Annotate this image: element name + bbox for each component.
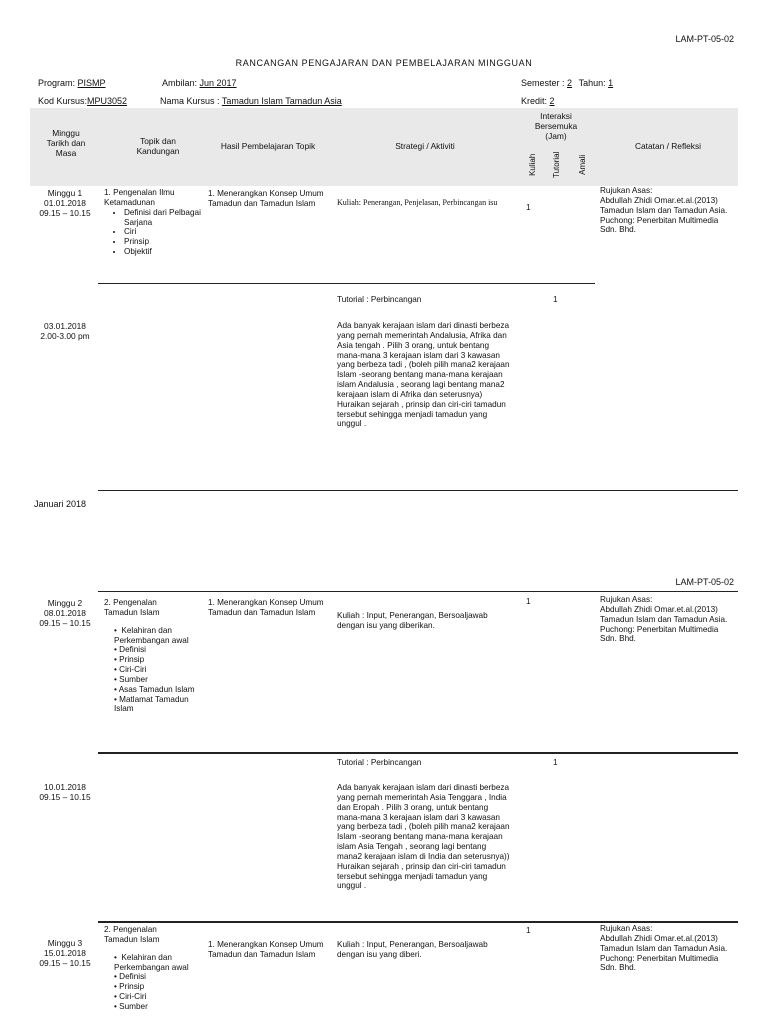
ambilan-label: Ambilan: xyxy=(162,78,198,88)
kod-value: MPU3052 xyxy=(87,96,128,106)
week3-kuliah-hours: 1 xyxy=(526,926,531,935)
nama-row xyxy=(160,96,342,107)
week2-topic-title: 2. Pengenalan Tamadun Islam xyxy=(104,598,160,617)
list-item: • Ciri xyxy=(124,227,204,237)
divider xyxy=(98,283,595,284)
list-item: • Sumber xyxy=(114,674,148,684)
week3-note: Rujukan Asas: Abdullah Zhidi Omar.et.al.(2013) Tamadun Islam dan Tamadun Asia. Puchong: Penerbitan Multimedia Sdn. Bhd. xyxy=(600,924,728,973)
week1-tutorial-date: 03.01.2018 2.00-3.00 pm xyxy=(40,321,90,342)
semester-label: Semester : xyxy=(521,78,565,88)
week2-topic-list xyxy=(104,626,204,715)
week1-tutorial-hours: 1 xyxy=(553,295,558,304)
semester-value: 2 xyxy=(567,78,573,88)
header-interaksi: Interaksi Bersemuka (Jam) xyxy=(534,111,578,142)
list-item: • Sumber xyxy=(114,1001,148,1011)
week2-note: Rujukan Asas: Abdullah Zhidi Omar.et.al.(2013) Tamadun Islam dan Tamadun Asia. Puchong: Penerbitan Multimedia Sdn. Bhd. xyxy=(600,595,728,644)
list-item: • Kelahiran dan Perkembangan awal xyxy=(114,625,189,645)
list-item: • Ciri-Ciri xyxy=(114,992,147,1002)
week3-strategy: Kuliah : Input, Penerangan, Bersoaljawab dengan isu yang diberi. xyxy=(337,940,488,959)
week3-date: Minggu 3 15.01.2018 09.15 – 10.15 xyxy=(39,938,91,969)
list-item: • Prinsip xyxy=(114,982,145,992)
program-value: PISMP xyxy=(77,78,106,88)
week1-date: Minggu 1 01.01.2018 09.15 – 10.15 xyxy=(39,188,91,219)
week3-topic-title: 2. Pengenalan Tamadun Islam xyxy=(104,925,160,944)
kod-label: Kod Kursus: xyxy=(38,96,88,106)
ambilan-row xyxy=(162,78,237,89)
week1-strategy: Kuliah: Penerangan, Penjelasan, Perbincangan isu xyxy=(337,198,498,207)
week1-topic xyxy=(104,188,204,257)
divider xyxy=(98,752,738,754)
week1-tutorial-title: Tutorial : Perbincangan xyxy=(337,295,422,304)
list-item: • Definisi xyxy=(114,645,147,655)
program-label: Program: xyxy=(38,78,76,88)
document-code: LAM-PT-05-02 xyxy=(675,34,734,44)
program-row xyxy=(38,78,106,89)
tahun-value: 1 xyxy=(608,78,614,88)
week1-kuliah-hours: 1 xyxy=(526,203,531,212)
list-item: • Definisi xyxy=(114,972,147,982)
week3-topic xyxy=(104,925,204,1012)
week2-topic xyxy=(104,598,204,714)
list-item: • Definisi dari Pelbagai Sarjana xyxy=(124,208,204,228)
document-title: RANCANGAN PENGAJARAN DAN PEMBELAJARAN MINGGUAN xyxy=(235,58,533,68)
header-amali: Amali xyxy=(578,154,588,175)
week2-strategy: Kuliah : Input, Penerangan, Bersoaljawab dengan isu yang diberikan. xyxy=(337,611,488,630)
kredit-label: Kredit: xyxy=(521,96,548,106)
divider xyxy=(98,591,738,592)
week2-tutorial-hours: 1 xyxy=(553,758,558,767)
list-item: • Ciri-Ciri xyxy=(114,665,147,675)
kredit-value: 2 xyxy=(549,96,555,106)
kod-row xyxy=(38,96,127,107)
list-item: • Objektif xyxy=(124,247,204,257)
week2-outcome: 1. Menerangkan Konsep Umum Tamadun dan Tamadun Islam xyxy=(208,598,324,617)
header-minggu: Minggu Tarikh dan Masa xyxy=(46,128,86,159)
header-catatan: Catatan / Refleksi xyxy=(634,141,702,151)
week1-tutorial-body: Ada banyak kerajaan islam dari dinasti berbeza yang pernah memerintah Andalusia, Afrika dan Asia tengah . Pilih 3 orang, untuk bentang mana-mana 3 kerajaan islam dari 3 kawasan yang berbeza tadi , (boleh pilih mana2 kerajaan Islam -seorang bentang mana-mana kerajaan islam Andalusia , seorang lagi bentang mana2 kerajaan islam di Afrika dan seterusnya) Huraikan sejarah , prinsip dan ciri-ciri tamadun tersebut sehingga menjadi tamadun yang unggul . xyxy=(337,321,510,429)
header-tutorial: Tutorial xyxy=(552,151,562,178)
list-item: • Matlamat Tamadun Islam xyxy=(114,694,189,714)
week3-topic-list xyxy=(104,953,204,1012)
header-kuliah: Kuliah xyxy=(528,153,538,176)
divider xyxy=(98,921,738,923)
week2-tutorial-date: 10.01.2018 09.15 – 10.15 xyxy=(39,782,91,803)
week2-tutorial-title: Tutorial : Perbincangan xyxy=(337,758,422,767)
nama-value: Tamadun Islam Tamadun Asia xyxy=(221,96,342,106)
kredit-row xyxy=(521,96,555,107)
header-topik: Topik dan Kandungan xyxy=(136,136,180,157)
document-code-page2: LAM-PT-05-02 xyxy=(675,577,734,587)
list-item: • Kelahiran dan Perkembangan awal xyxy=(114,952,189,972)
week1-topic-list xyxy=(104,208,204,257)
page-footer: Januari 2018 xyxy=(34,499,87,509)
tahun-label: Tahun: xyxy=(578,78,606,88)
list-item: • Prinsip xyxy=(114,655,145,665)
semester-row xyxy=(521,78,613,89)
list-item: • Prinsip xyxy=(124,237,204,247)
week2-tutorial-body: Ada banyak kerajaan islam dari dinasti berbeza yang pernah memerintah Asia Tenggara , India dan Eropah . Pilih 3 orang, untuk bentang mana-mana 3 kerajaan islam dari 3 kawasan yang berbeza tadi , (boleh pilih mana2 kerajaan Islam -seorang bentang mana-mana kerajaan islam Asia Tengah , seorang lagi bentang mana2 kerajaan islam di India dan seterusnya)) Huraikan sejarah , prinsip dan ciri-ciri tamadun tersebut sehingga menjadi tamadun yang unggul . xyxy=(337,783,510,891)
divider xyxy=(98,490,738,491)
nama-label: Nama Kursus : xyxy=(160,96,220,106)
week2-date: Minggu 2 08.01.2018 09.15 – 10.15 xyxy=(39,598,91,629)
week1-outcome: 1. Menerangkan Konsep Umum Tamadun dan Tamadun Islam xyxy=(208,189,324,208)
list-item: • Asas Tamadun Islam xyxy=(114,684,195,694)
week1-note: Rujukan Asas: Abdullah Zhidi Omar.et.al.(2013) Tamadun Islam dan Tamadun Asia. Puchong: Penerbitan Multimedia Sdn. Bhd. xyxy=(600,186,728,235)
week1-topic-title: 1. Pengenalan Ilmu Ketamadunan xyxy=(104,188,175,207)
ambilan-value: Jun 2017 xyxy=(199,78,237,88)
header-hasil: Hasil Pembelajaran Topik xyxy=(220,141,316,151)
week2-kuliah-hours: 1 xyxy=(526,597,531,606)
header-strategi: Strategi / Aktiviti xyxy=(395,141,455,151)
week3-outcome: 1. Menerangkan Konsep Umum Tamadun dan Tamadun Islam xyxy=(208,940,324,959)
